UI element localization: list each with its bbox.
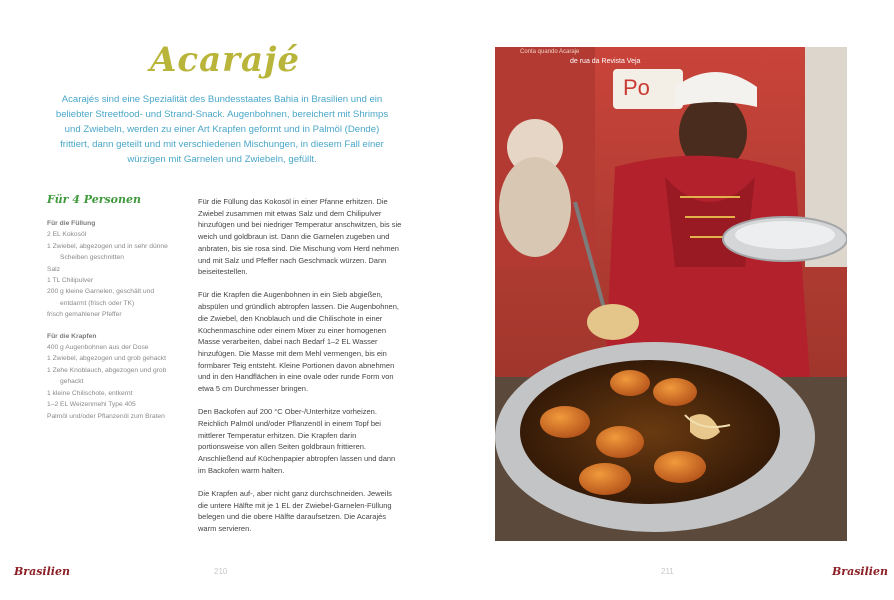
ingredient-item: 2 EL Kokosöl [47, 231, 87, 239]
ingredient-item: 1 Zehe Knoblauch, abgezogen und grob gehackt [47, 366, 167, 386]
method-step: Den Backofen auf 200 °C Ober-/Unterhitze vorheizen. Reichlich Palmöl und/oder Pflanzenöl in einem Topf bei mittlerer Temperatur erhitzen. Die Krapfen darin portionsweise von allen Seiten goldbraun frittieren. Anschließend auf Küchenpapier abtropfen lassen und dann im Backofen warm halten. [198, 407, 396, 475]
ingredient-item: 400 g Augenbohnen aus der Dose [47, 344, 149, 352]
ingredient-item: 1 TL Chilipulver [47, 277, 94, 285]
ingredient-item: 1 Zwiebel, abgezogen und grob gehackt [47, 355, 166, 363]
method-text [198, 196, 402, 546]
fritters-heading: Für die Krapfen [47, 332, 97, 340]
filling-heading: Für die Füllung [47, 220, 96, 227]
recipe-title: Acarajé [150, 40, 300, 80]
ingredient-item: Salz [47, 265, 61, 273]
page-number-left: 210 [214, 567, 228, 576]
page-number-right: 211 [661, 567, 674, 576]
ingredient-item: Palmöl und/oder Pflanzenöl zum Braten [47, 412, 165, 420]
footer-brand-right: Brasilien [832, 565, 888, 578]
method-step: Für die Krapfen die Augenbohnen in ein Sieb abgießen, abspülen und gründlich abtropfen lassen. Die Augenbohnen, die Zwiebel, den Knoblauch und die Chilischote in einer Küchenmaschine oder einem Mixer zu einer homogenen Masse verarbeiten, dabei nach Bedarf 1–2 EL Wasser hinzufügen. Die Masse mit dem Mehl vermengen, bis ein formbarer Teig entsteht. Kleine Portionen davon abnehmen und in den Handflächen in eine ovale oder runde Form von etwa 5 cm Durchmesser bringen. [198, 290, 399, 394]
ingredient-item: frisch gemahlener Pfeffer [47, 311, 122, 319]
sign-text: de rua da Revista Veja [570, 58, 641, 65]
sign-text: Conta quando Acaraje [520, 49, 580, 55]
method-step: Die Krapfen auf-, aber nicht ganz durchschneiden. Jeweils die untere Hälfte mit je 1 EL der Zwiebel-Garnelen-Füllung belegen und die obere Hälfte daraufsetzen. Die Acarajés warm servieren. [198, 488, 392, 534]
ingredient-item: 200 g kleine Garnelen, geschält und entdarmt (frisch oder TK) [47, 288, 155, 307]
servings-heading: Für 4 Personen [47, 193, 142, 206]
footer-brand-left: Brasilien [14, 565, 70, 578]
ingredient-item: 1 Zwiebel, abgezogen und in sehr dünne Scheiben geschnitten [47, 242, 168, 262]
ingredients-list [47, 218, 177, 422]
acaraje-photo [495, 47, 847, 541]
method-step: Für die Füllung das Kokosöl in einer Pfanne erhitzen. Die Zwiebel zusammen mit etwas Salz und dem Chilipulver hinzufügen und bei niedriger Temperatur anschwitzen, bis sie weich und goldbraun ist. Dann die Garnelen zugeben und anbraten, bis sie rosa sind. Die Mischung vom Herd nehmen und mit Salz und Pfeffer nach Geschmack würzen. Dann beiseitestellen. [198, 197, 402, 277]
ingredient-item: 1–2 EL Weizenmehl Type 405 [47, 401, 136, 409]
sign-logo: Po [623, 75, 650, 100]
ingredient-item: 1 kleine Chilischote, entkernt [47, 389, 133, 397]
recipe-intro: Acarajés sind eine Spezialität des Bundesstaates Bahia in Brasilien und ein beliebter Streetfood- und Strand-Snack. Augenbohnen, bereichert mit Shrimps und Zwiebeln, werden zu einer Art Krapfen geformt und in Palmöl (Dende) frittiert, dann geteilt und mit verschiedenen Mischungen, in diesem Fall einer würzigen mit Garnelen und Zwiebeln, gefüllt. [55, 94, 389, 165]
